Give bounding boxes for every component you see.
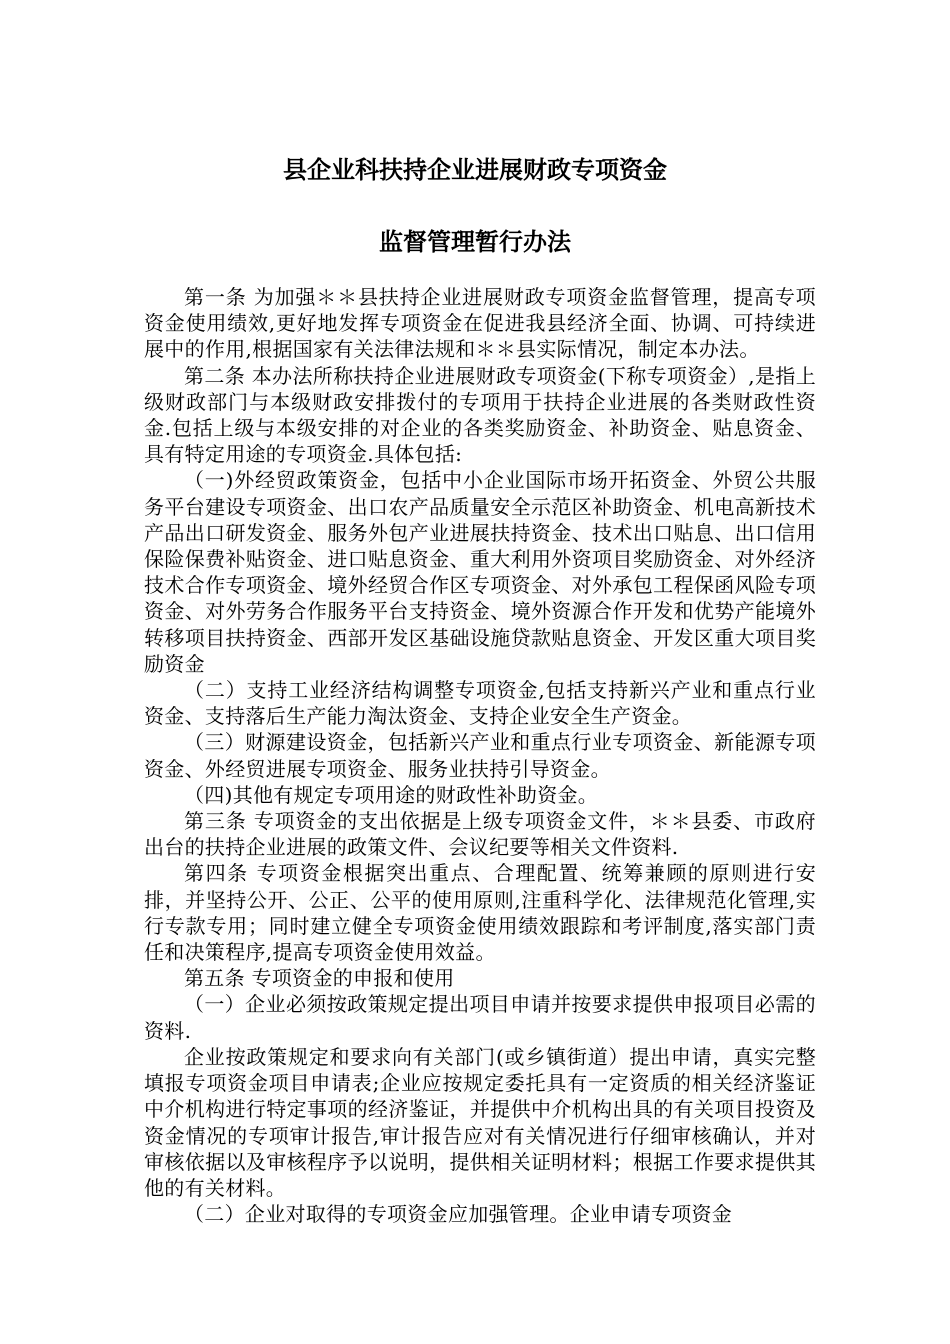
article-2-item-4-paragraph: （四)其他有规定专项用途的财政性补助资金。	[184, 782, 599, 807]
article-5-item-2-paragraph: （二）企业对取得的专项资金应加强管理。企业申请专项资金	[184, 1202, 733, 1227]
document-title-line-1: 县企业科扶持企业进展财政专项资金	[283, 156, 667, 184]
article-1-paragraph: 第一条 为加强＊＊县扶持企业进展财政专项资金监督管理，提高专项资金使用绩效,更好地发挥专项资金在促进我县经济全面、协调、可持续进展中的作用,根据国家有关法律法规和＊＊县实际情况，制定本办法。	[144, 285, 816, 362]
article-5-item-1-detail-paragraph: 企业按政策规定和要求向有关部门(或乡镇街道）提出申请，真实完整填报专项资金项目申请表;企业应按规定委托具有一定资质的相关经济鉴证中介机构进行特定事项的经济鉴证，并提供中介机构出具的有关项目投资及资金情况的专项审计报告,审计报告应对有关情况进行仔细审核确认，并对审核依据以及审核程序予以说明，提供相关证明材料；根据工作要求提供其他的有关材料。	[144, 1044, 816, 1200]
article-2-item-2-paragraph: （二）支持工业经济结构调整专项资金,包括支持新兴产业和重点行业资金、支持落后生产能力淘汰资金、支持企业安全生产资金。	[144, 678, 816, 729]
article-4-paragraph: 第四条 专项资金根据突出重点、合理配置、统筹兼顾的原则进行安排，并坚持公开、公正、公平的使用原则,注重科学化、法律规范化管理,实行专款专用；同时建立健全专项资金使用绩效跟踪和考评制度,落实部门责任和决策程序,提高专项资金使用效益。	[144, 861, 816, 965]
document-body	[144, 284, 816, 1227]
document-title-line-2: 监督管理暂行办法	[379, 228, 571, 256]
article-2-paragraph: 第二条 本办法所称扶持企业进展财政专项资金(下称专项资金）,是指上级财政部门与本级财政安排拨付的专项用于扶持企业进展的各类财政性资金.包括上级与本级安排的对企业的各类奖励资金、补助资金、贴息资金、具有特定用途的专项资金.具体包括:	[144, 363, 816, 467]
article-5-item-1-paragraph: （一）企业必须按政策规定提出项目申请并按要求提供申报项目必需的资料.	[144, 992, 816, 1043]
article-5-heading: 第五条 专项资金的申报和使用	[184, 966, 455, 991]
article-2-item-3-paragraph: （三）财源建设资金，包括新兴产业和重点行业专项资金、新能源专项资金、外经贸进展专项资金、服务业扶持引导资金。	[144, 730, 816, 781]
article-3-paragraph: 第三条 专项资金的支出依据是上级专项资金文件，＊＊县委、市政府出台的扶持企业进展的政策文件、会议纪要等相关文件资料.	[144, 809, 816, 860]
article-2-item-1-paragraph: （一)外经贸政策资金，包括中小企业国际市场开拓资金、外贸公共服务平台建设专项资金、出口农产品质量安全示范区补助资金、机电高新技术产品出口研发资金、服务外包产业进展扶持资金、技术出口贴息、出口信用保险保费补贴资金、进口贴息资金、重大利用外资项目奖励资金、对外经济技术合作专项资金、境外经贸合作区专项资金、对外承包工程保函风险专项资金、对外劳务合作服务平台支持资金、境外资源合作开发和优势产能境外转移项目扶持资金、西部开发区基础设施贷款贴息资金、开发区重大项目奖励资金	[144, 468, 816, 676]
